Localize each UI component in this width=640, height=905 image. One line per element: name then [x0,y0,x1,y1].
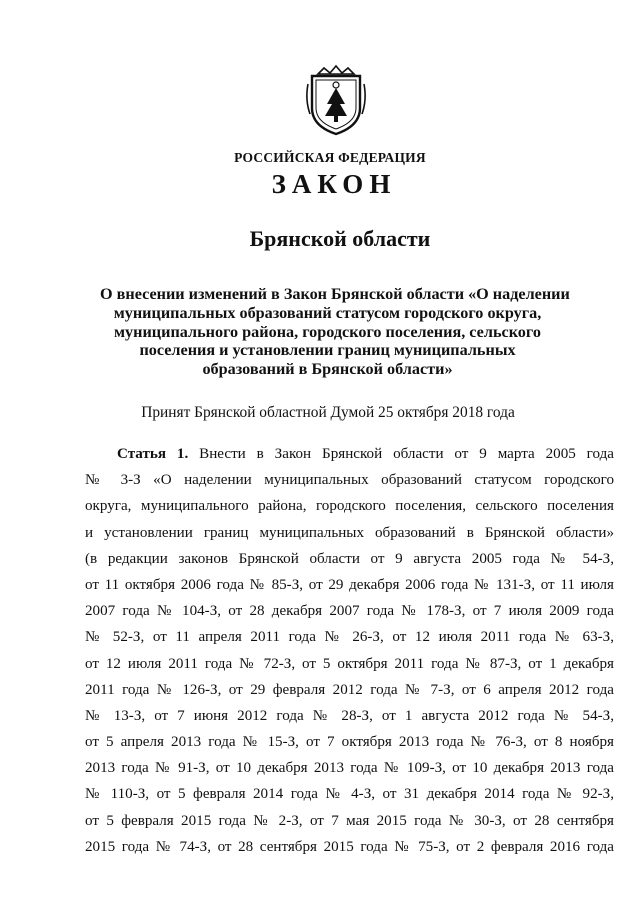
article-line: № 52-З, от 11 апреля 2011 года № 26-З, от 12 июля 2011 года № 63-З, [85,629,614,646]
article-line: 2015 года № 74-З, от 28 сентября 2015 года № 75-З, от 2 февраля 2016 года [85,838,614,855]
article-label: Статья 1. [117,446,189,462]
article-line: № 110-З, от 5 февраля 2014 года № 4-З, от 31 декабря 2014 года № 92-З, [85,786,614,803]
article-first-line [85,441,614,467]
region-name: Брянской области [249,226,431,251]
title-line: образований в Брянской области» [202,360,453,379]
title-line: муниципального района, городского поселения, сельского [114,322,541,341]
article-line: от 11 октября 2006 года № 85-З, от 29 декабря 2006 года № 131-З, от 11 июля [85,576,614,593]
article-line: и установлении границ муниципальных образований в Брянской области» [85,524,614,541]
article-line: 2013 года № 91-З, от 10 декабря 2013 года № 109-З, от 10 декабря 2013 года [85,760,614,777]
article-1-text [85,441,614,860]
title-line: О внесении изменений в Закон Брянской области «О наделении [100,285,570,303]
title-line: поселения и установлении границ муниципальных [139,341,516,360]
document-type: ЗАКОН [271,169,397,199]
article-line: 2007 года № 104-З, от 28 декабря 2007 года № 178-З, от 7 июля 2009 года [85,603,614,620]
article-line: от 5 февраля 2015 года № 2-З, от 7 мая 2015 года № 30-З, от 28 сентября [85,812,614,829]
article-line: (в редакции законов Брянской области от 9 августа 2005 года № 54-З, [85,550,614,567]
article-line: от 12 июля 2011 года № 72-З, от 5 октября 2011 года № 87-З, от 1 декабря [85,655,614,672]
title-line: муниципальных образований статусом городского округа, [113,303,542,322]
article-line: 2011 года № 126-З, от 29 февраля 2012 года № 7-З, от 6 апреля 2012 года [85,681,614,698]
article-line: № 13-З, от 7 июня 2012 года № 28-З, от 1 августа 2012 года № 54-З, [85,707,614,724]
article-first-line-text: Внести в Закон Брянской области от 9 марта 2005 года [199,446,614,462]
document-title [100,285,570,379]
coat-of-arms-icon [304,64,368,138]
country-name: РОССИЙСКАЯ ФЕДЕРАЦИЯ [234,150,426,165]
article-line: № 3-З «О наделении муниципальных образований статусом городского [85,472,614,489]
article-line: округа, муниципального района, городского поселения, сельского поселения [85,498,614,515]
article-line: от 5 апреля 2013 года № 15-З, от 7 октября 2013 года № 76-З, от 8 ноября [85,734,614,751]
adoption-note: Принят Брянской областной Думой 25 октября 2018 года [141,404,515,421]
